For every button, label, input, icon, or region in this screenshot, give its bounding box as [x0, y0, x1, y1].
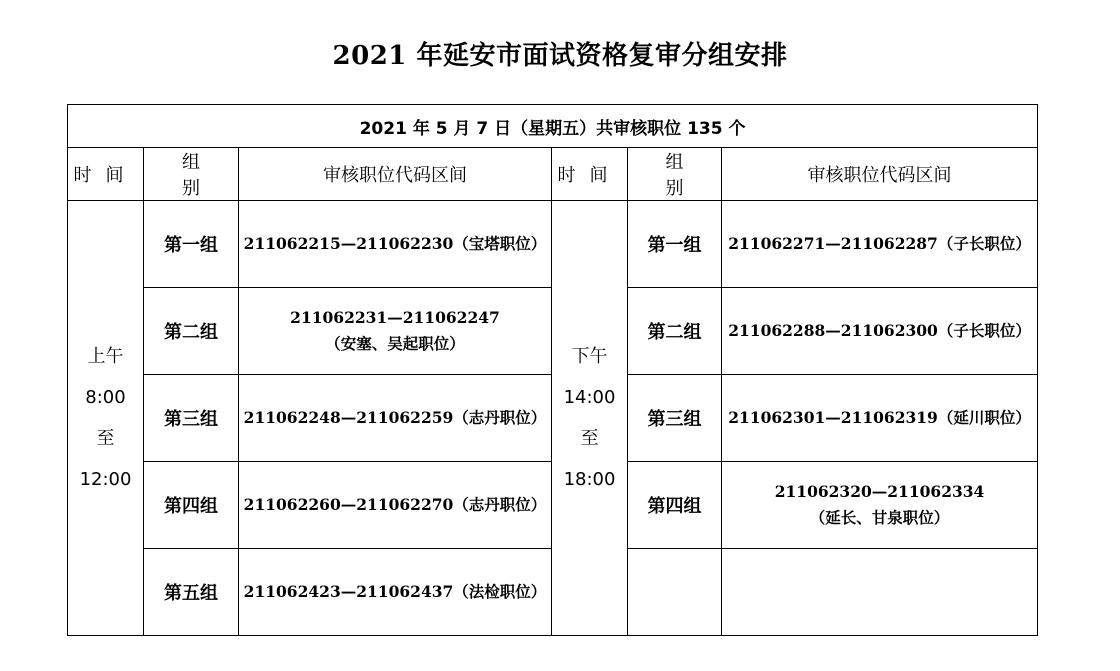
afternoon-group-name: 第四组	[628, 462, 722, 549]
column-header-row	[68, 148, 1038, 201]
morning-group-name: 第四组	[144, 462, 239, 549]
morning-group-range	[239, 462, 552, 549]
header-group-morning: 组别	[144, 148, 239, 201]
morning-group-name: 第五组	[144, 549, 239, 636]
afternoon-group-range	[722, 201, 1038, 288]
header-group-afternoon: 组别	[628, 148, 722, 201]
range-line: （延长、甘泉职位）	[809, 508, 950, 527]
range-line: 211062271—211062287（子长职位）	[728, 234, 1031, 253]
afternoon-group-name: 第一组	[628, 201, 722, 288]
range-line: （安塞、吴起职位）	[325, 334, 465, 353]
morning-group-name: 第三组	[144, 375, 239, 462]
range-line: 211062215—211062230（宝塔职位）	[243, 234, 547, 253]
schedule-table	[67, 104, 1038, 636]
range-line: 211062288—211062300（子长职位）	[728, 321, 1031, 340]
afternoon-time-cell	[552, 201, 628, 636]
morning-start: 8:00	[85, 387, 126, 408]
header-time-morning: 时间	[68, 148, 144, 201]
afternoon-group-name: 第三组	[628, 375, 722, 462]
morning-to: 至	[96, 428, 115, 449]
document-title: 2021 年延安市面试资格复审分组安排	[332, 41, 788, 71]
date-header-row	[68, 105, 1038, 148]
morning-group-name: 第二组	[144, 288, 239, 375]
afternoon-group-name: 第二组	[628, 288, 722, 375]
afternoon-group-range-empty	[722, 549, 1038, 636]
morning-group-name: 第一组	[144, 201, 239, 288]
date-header: 2021 年 5 月 7 日（星期五）共审核职位 135 个	[68, 105, 1038, 148]
afternoon-group-name-empty	[628, 549, 722, 636]
afternoon-group-range	[722, 375, 1038, 462]
range-line: 211062260—211062270（志丹职位）	[243, 495, 547, 514]
header-range-morning: 审核职位代码区间	[239, 148, 552, 201]
range-line: 211062301—211062319（延川职位）	[728, 408, 1031, 427]
afternoon-label: 下午	[571, 346, 608, 367]
morning-group-range	[239, 549, 552, 636]
morning-group-range	[239, 375, 552, 462]
afternoon-to: 至	[580, 428, 599, 449]
morning-time-cell	[68, 201, 144, 636]
table-row	[68, 201, 1038, 288]
afternoon-start: 14:00	[563, 387, 616, 408]
range-line: 211062231—211062247	[290, 308, 500, 327]
afternoon-group-range	[722, 462, 1038, 549]
morning-group-range	[239, 201, 552, 288]
morning-group-range	[239, 288, 552, 375]
range-line: 211062320—211062334	[774, 482, 985, 501]
range-line: 211062248—211062259（志丹职位）	[243, 408, 547, 427]
header-range-afternoon: 审核职位代码区间	[722, 148, 1038, 201]
range-line: 211062423—211062437（法检职位）	[243, 582, 547, 601]
afternoon-group-range	[722, 288, 1038, 375]
afternoon-end: 18:00	[563, 469, 616, 490]
morning-label: 上午	[87, 346, 124, 367]
header-time-afternoon: 时间	[552, 148, 628, 201]
morning-end: 12:00	[79, 469, 132, 490]
